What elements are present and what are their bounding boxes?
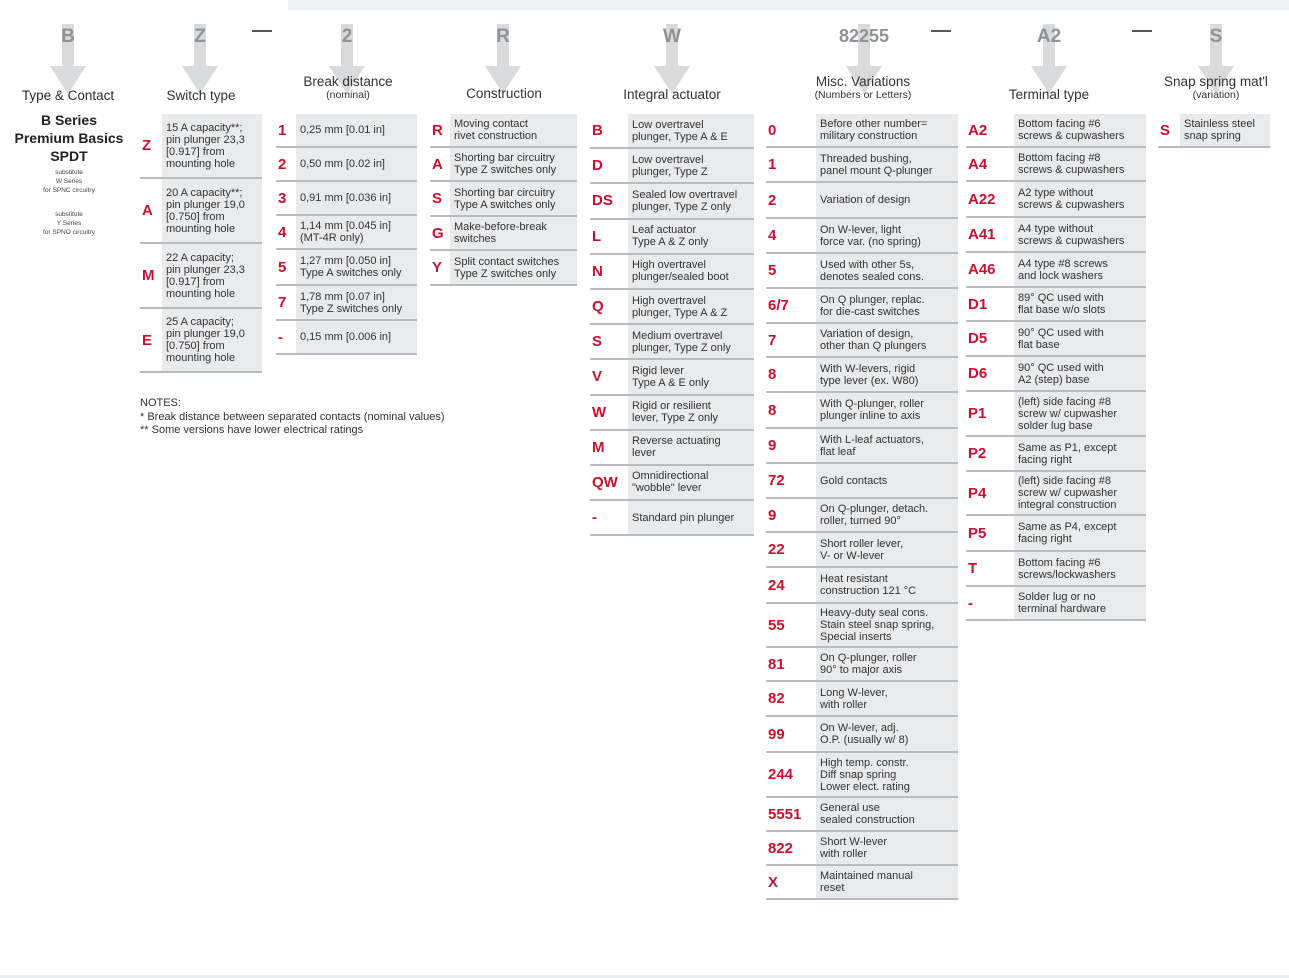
- series-line: SPDT: [50, 148, 88, 164]
- option-code: -: [592, 509, 597, 527]
- option-description: 90° QC used with A2 (step) base: [1014, 357, 1146, 390]
- option-description: 0,25 mm [0.01 in]: [296, 114, 417, 146]
- table-row: [590, 431, 754, 466]
- substitute-note-w: [24, 168, 114, 195]
- option-description: High overtravel plunger/sealed boot: [628, 255, 754, 288]
- option-description: Bottom facing #6 screws/lockwashers: [1014, 552, 1146, 585]
- table-row: [590, 184, 754, 219]
- option-code: 1: [768, 156, 777, 173]
- table-row: [966, 114, 1146, 148]
- option-code: M: [142, 267, 155, 284]
- option-code: D1: [968, 295, 988, 313]
- misc-variations-table: [766, 114, 958, 900]
- break-distance-header: [280, 75, 416, 101]
- substitute-circuitry: for SPNC circuitry: [43, 187, 95, 194]
- table-row: [766, 648, 958, 682]
- option-code: 24: [768, 576, 785, 594]
- break-distance-table: [276, 114, 417, 355]
- table-row: [276, 216, 417, 250]
- option-code: 8: [768, 401, 777, 419]
- option-description: 22 A capacity; pin plunger 23,3 [0.917] from mounting hole: [162, 244, 262, 307]
- switch-type-header: Switch type: [166, 88, 236, 103]
- option-description: Make-before-break switches: [450, 217, 577, 249]
- table-row: [430, 182, 577, 217]
- table-row: [766, 324, 958, 358]
- table-row: [966, 392, 1146, 437]
- table-row: [966, 587, 1146, 621]
- option-code: W: [592, 403, 607, 421]
- table-row: [590, 220, 754, 255]
- table-row: [430, 251, 577, 286]
- option-code: DS: [592, 192, 613, 210]
- option-description: High temp. constr. Diff snap spring Lower elect. rating: [816, 753, 958, 796]
- snap-spring-title: Snap spring mat'l: [1164, 74, 1268, 89]
- option-description: Leaf actuator Type A & Z only: [628, 220, 754, 253]
- option-code: Q: [592, 298, 604, 316]
- table-row: [140, 309, 262, 373]
- table-row: [966, 357, 1146, 392]
- option-code: QW: [592, 473, 618, 491]
- option-code: 6/7: [768, 297, 789, 314]
- option-description: Solder lug or no terminal hardware: [1014, 587, 1146, 619]
- option-code: T: [968, 560, 978, 577]
- option-description: Medium overtravel plunger, Type Z only: [628, 325, 754, 358]
- table-row: [276, 114, 417, 148]
- table-row: [766, 717, 958, 753]
- table-row: [766, 568, 958, 604]
- option-code: S: [592, 333, 603, 351]
- option-description: Bottom facing #6 screws & cupwashers: [1014, 114, 1146, 146]
- misc-variations-subtitle: (Numbers or Letters): [814, 89, 912, 101]
- option-code: 7: [278, 294, 287, 311]
- option-description: 0,15 mm [0.006 in]: [296, 321, 417, 353]
- option-code: 9: [768, 437, 777, 454]
- table-row: [430, 217, 577, 251]
- option-code: P2: [968, 445, 987, 462]
- option-code: 2: [278, 155, 287, 173]
- option-code: 2: [768, 191, 777, 209]
- option-description: With L-leaf actuators, flat leaf: [816, 429, 958, 462]
- option-code: A: [142, 202, 153, 219]
- option-code: P4: [968, 484, 987, 502]
- option-description: Split contact switches Type Z switches only: [450, 251, 577, 284]
- option-description: 0,91 mm [0.036 in]: [296, 182, 417, 214]
- option-description: Maintained manual reset: [816, 866, 958, 898]
- option-code: -: [968, 594, 973, 612]
- option-description: Low overtravel plunger, Type A & E: [628, 114, 754, 147]
- option-description: Low overtravel plunger, Type Z: [628, 149, 754, 182]
- option-code: 5: [768, 262, 777, 279]
- option-description: 1,78 mm [0.07 in] Type Z switches only: [296, 286, 417, 319]
- option-code: 1: [278, 121, 287, 139]
- option-description: Rigid or resilient lever, Type Z only: [628, 396, 754, 429]
- separator-dash: [931, 30, 951, 32]
- substitute-circuitry: for SPNO circuitry: [42, 229, 95, 236]
- option-code: 822: [768, 839, 794, 857]
- option-description: Moving contact rivet construction: [450, 114, 577, 146]
- part-code: Z: [194, 26, 206, 47]
- table-row: [140, 179, 262, 244]
- table-row: [590, 290, 754, 325]
- part-code: 2: [341, 26, 353, 47]
- table-row: [276, 148, 417, 182]
- table-row: [140, 244, 262, 309]
- table-row: [590, 360, 754, 395]
- option-code: 22: [768, 541, 785, 558]
- table-row: [590, 255, 754, 290]
- integral-actuator-header: Integral actuator: [623, 87, 721, 102]
- misc-variations-header: [770, 75, 956, 101]
- option-description: Standard pin plunger: [628, 501, 754, 534]
- table-row: [766, 533, 958, 568]
- option-description: 89° QC used with flat base w/o slots: [1014, 288, 1146, 320]
- option-description: With Q-plunger, roller plunger inline to axis: [816, 393, 958, 427]
- table-row: [766, 219, 958, 254]
- notes: [140, 397, 445, 438]
- option-code: A41: [968, 226, 996, 243]
- option-code: P1: [968, 405, 987, 422]
- misc-variations-title: Misc. Variations: [815, 74, 911, 89]
- table-row: [276, 321, 417, 355]
- table-row: [430, 148, 577, 182]
- option-code: D5: [968, 330, 988, 347]
- option-description: Variation of design: [816, 183, 958, 217]
- option-code: A4: [968, 155, 988, 173]
- table-row: [766, 358, 958, 393]
- table-row: [590, 396, 754, 431]
- note-line: * Break distance between separated contacts (nominal values): [140, 410, 445, 423]
- option-description: A4 type #8 screws and lock washers: [1014, 253, 1146, 286]
- part-code: B: [61, 26, 75, 47]
- table-row: [766, 183, 958, 219]
- table-row: [140, 114, 262, 179]
- option-code: A46: [968, 261, 996, 278]
- option-code: 0: [768, 121, 777, 139]
- option-description: 20 A capacity**; pin plunger 19,0 [0.750] from mounting hole: [162, 179, 262, 242]
- option-description: (left) side facing #8 screw w/ cupwasher solder lug base: [1014, 392, 1146, 435]
- option-code: 7: [768, 331, 777, 349]
- option-code: S: [1160, 121, 1171, 139]
- table-row: [966, 437, 1146, 472]
- option-description: Gold contacts: [816, 464, 958, 497]
- option-description: 1,14 mm [0.045 in] (MT-4R only): [296, 216, 417, 248]
- table-row: [966, 182, 1146, 218]
- option-code: 4: [768, 227, 777, 244]
- option-description: (left) side facing #8 screw w/ cupwasher integral construction: [1014, 472, 1146, 514]
- option-description: With W-levers, rigid type lever (ex. W80): [816, 358, 958, 391]
- option-code: 82: [768, 690, 785, 707]
- table-row: [590, 501, 754, 536]
- option-code: 5: [278, 258, 287, 276]
- option-description: On Q plunger, replac. for die-cast switches: [816, 289, 958, 322]
- table-row: [766, 682, 958, 717]
- table-row: [766, 254, 958, 289]
- option-description: Heat resistant construction 121 °C: [816, 568, 958, 602]
- type-contact-header: Type & Contact: [21, 88, 115, 103]
- option-description: Shorting bar circuitry Type A switches only: [450, 182, 577, 215]
- option-code: 9: [768, 506, 777, 524]
- construction-table: [430, 114, 577, 286]
- break-distance-title: Break distance: [303, 74, 393, 89]
- table-row: [966, 472, 1146, 516]
- option-description: Long W-lever, with roller: [816, 682, 958, 715]
- table-row: [766, 798, 958, 832]
- part-code: S: [1209, 26, 1223, 47]
- option-code: B: [592, 122, 603, 140]
- part-code: 82255: [838, 26, 890, 46]
- table-row: [590, 114, 754, 149]
- table-row: [966, 218, 1146, 253]
- option-description: Same as P4, except facing right: [1014, 516, 1146, 550]
- option-code: 3: [278, 189, 287, 207]
- table-row: [430, 114, 577, 148]
- table-row: [766, 866, 958, 900]
- option-code: M: [592, 438, 605, 456]
- table-row: [766, 604, 958, 648]
- option-code: X: [768, 873, 779, 891]
- option-code: 81: [768, 655, 785, 673]
- option-code: A22: [968, 190, 996, 208]
- note-line: ** Some versions have lower electrical ratings: [140, 424, 364, 436]
- option-code: D: [592, 157, 603, 175]
- option-description: Same as P1, except facing right: [1014, 437, 1146, 470]
- option-description: Threaded bushing, panel mount Q-plunger: [816, 148, 958, 181]
- construction-header: Construction: [466, 86, 542, 101]
- option-description: Shorting bar circuitry Type Z switches only: [450, 148, 577, 180]
- option-code: -: [278, 328, 283, 346]
- option-code: 8: [768, 366, 777, 383]
- table-row: [966, 552, 1146, 587]
- terminal-type-table: [966, 114, 1146, 621]
- option-description: 25 A capacity; pin plunger 19,0 [0.750] from mounting hole: [162, 309, 262, 371]
- table-row: [590, 466, 754, 501]
- option-code: Z: [142, 137, 152, 154]
- part-code: W: [663, 26, 681, 47]
- option-code: N: [592, 262, 603, 280]
- option-description: On Q-plunger, roller 90° to major axis: [816, 648, 958, 680]
- table-row: [590, 325, 754, 360]
- terminal-type-header: Terminal type: [1008, 87, 1090, 102]
- option-code: S: [432, 190, 443, 207]
- snap-spring-table: [1158, 114, 1270, 148]
- substitute-note-y: [24, 210, 114, 237]
- separator-dash: [252, 30, 272, 32]
- top-bar: [288, 0, 1289, 10]
- option-code: 72: [768, 472, 785, 489]
- table-row: [766, 429, 958, 464]
- switch-type-table: [140, 114, 262, 373]
- option-description: 15 A capacity**; pin plunger 23,3 [0.917] from mounting hole: [162, 114, 262, 177]
- option-description: Short roller lever, V- or W-lever: [816, 533, 958, 566]
- option-code: D6: [968, 365, 988, 382]
- option-description: Heavy-duty seal cons. Stain steel snap spring, Special inserts: [816, 604, 958, 646]
- table-row: [766, 289, 958, 324]
- part-code: A2: [1036, 26, 1062, 47]
- option-description: Reverse actuating lever: [628, 431, 754, 464]
- table-row: [766, 464, 958, 499]
- option-description: On W-lever, light force var. (no spring): [816, 219, 958, 252]
- table-row: [766, 393, 958, 429]
- table-row: [966, 253, 1146, 288]
- option-code: P5: [968, 524, 987, 542]
- integral-actuator-table: [590, 114, 754, 536]
- substitute-label: substitute: [55, 169, 83, 176]
- option-code: 99: [768, 725, 785, 743]
- table-row: [966, 516, 1146, 552]
- table-row: [766, 148, 958, 183]
- option-code: 55: [768, 616, 785, 634]
- option-code: R: [432, 121, 443, 139]
- option-code: Y: [432, 259, 443, 276]
- table-row: [1158, 114, 1270, 148]
- option-code: L: [592, 227, 602, 245]
- snap-spring-subtitle: (variation): [1192, 89, 1240, 101]
- table-row: [966, 288, 1146, 322]
- option-code: A2: [968, 121, 988, 139]
- option-description: On W-lever, adj. O.P. (usually w/ 8): [816, 717, 958, 751]
- option-description: A2 type without screws & cupwashers: [1014, 182, 1146, 216]
- table-row: [276, 182, 417, 216]
- option-description: Bottom facing #8 screws & cupwashers: [1014, 148, 1146, 180]
- table-row: [766, 114, 958, 148]
- option-description: Omnidirectional "wobble" lever: [628, 466, 754, 499]
- substitute-label: substitute: [55, 211, 83, 218]
- table-row: [276, 250, 417, 286]
- option-description: 0,50 mm [0.02 in]: [296, 148, 417, 180]
- option-code: E: [142, 331, 153, 349]
- option-description: A4 type without screws & cupwashers: [1014, 218, 1146, 251]
- table-row: [966, 322, 1146, 357]
- series-name: [6, 111, 132, 165]
- option-description: Stainless steel snap spring: [1180, 114, 1270, 146]
- substitute-series: W Series: [55, 178, 83, 185]
- snap-spring-header: [1150, 75, 1282, 101]
- option-description: On Q-plunger, detach. roller, turned 90°: [816, 499, 958, 531]
- notes-title: NOTES:: [140, 397, 181, 409]
- part-code: R: [496, 26, 510, 47]
- option-description: 1,27 mm [0.050 in] Type A switches only: [296, 250, 417, 284]
- table-row: [590, 149, 754, 184]
- option-description: Before other number= military construction: [816, 114, 958, 146]
- series-line: B Series: [40, 112, 98, 128]
- option-description: Variation of design, other than Q plungers: [816, 324, 958, 356]
- table-row: [276, 286, 417, 321]
- option-description: Used with other 5s, denotes sealed cons.: [816, 254, 958, 287]
- table-row: [766, 832, 958, 866]
- break-distance-subtitle: (nominal): [326, 89, 370, 101]
- option-description: 90° QC used with flat base: [1014, 322, 1146, 355]
- option-description: Sealed low overtravel plunger, Type Z only: [628, 184, 754, 217]
- table-row: [766, 499, 958, 533]
- option-code: G: [432, 224, 444, 242]
- series-line: Premium Basics: [14, 130, 124, 146]
- option-code: V: [592, 368, 603, 386]
- option-code: 244: [768, 766, 794, 783]
- option-description: General use sealed construction: [816, 798, 958, 830]
- option-code: A: [432, 155, 443, 173]
- substitute-series: Y Series: [56, 220, 82, 227]
- separator-dash: [1132, 30, 1152, 32]
- option-code: 5551: [768, 805, 802, 823]
- option-code: 4: [278, 223, 287, 241]
- option-description: Rigid lever Type A & E only: [628, 360, 754, 393]
- table-row: [966, 148, 1146, 182]
- table-row: [766, 753, 958, 798]
- option-description: High overtravel plunger, Type A & Z: [628, 290, 754, 323]
- option-description: Short W-lever with roller: [816, 832, 958, 864]
